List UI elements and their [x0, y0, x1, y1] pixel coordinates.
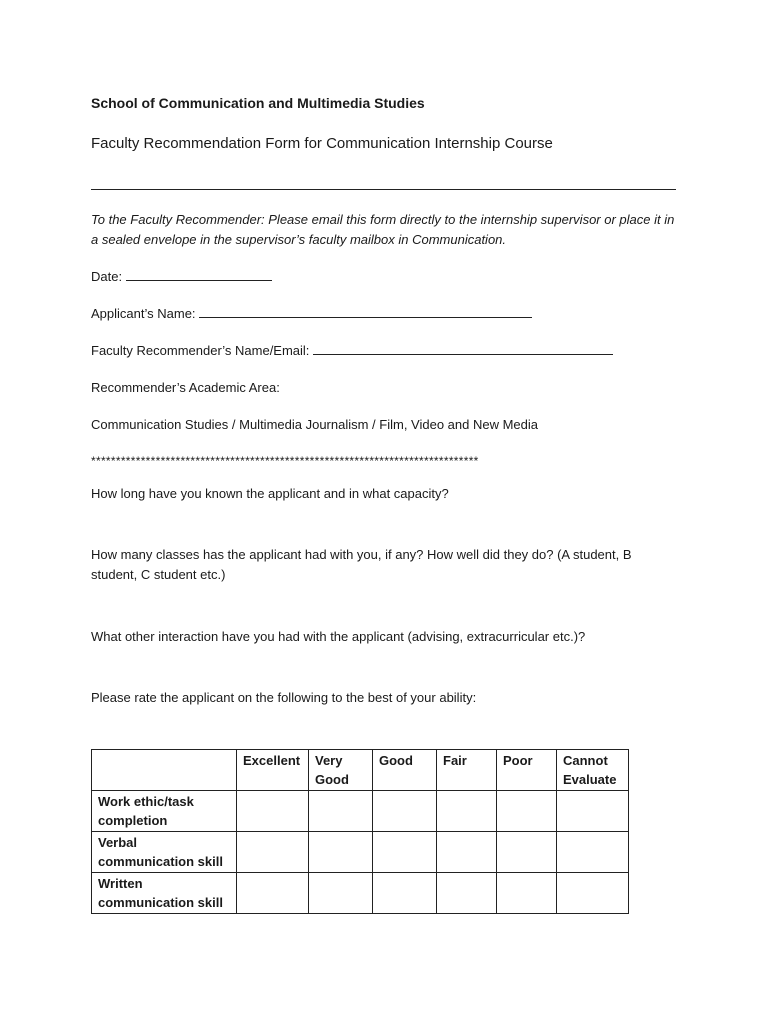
recommender-name-field [91, 342, 613, 360]
instructions-text: To the Faculty Recommender: Please email this form directly to the internship supervisor or place it in a sealed envelope in the supervisor’s faculty mailbox in Communication. [91, 212, 675, 247]
rating-cell[interactable] [309, 832, 373, 873]
question-rating-intro: Please rate the applicant on the following to the best of your ability: [91, 690, 477, 705]
applicant-name-label: Applicant’s Name: [91, 306, 196, 321]
header-cannot-evaluate: Cannot Evaluate [557, 750, 629, 791]
divider-line [91, 189, 676, 190]
rating-cell[interactable] [437, 791, 497, 832]
question-classes: How many classes has the applicant had with you, if any? How well did they do? (A student, B student, C student etc.) [91, 547, 632, 582]
rating-cell[interactable] [237, 873, 309, 914]
rating-cell[interactable] [309, 873, 373, 914]
rating-cell[interactable] [237, 791, 309, 832]
page-title: School of Communication and Multimedia Studies [91, 95, 425, 111]
rating-cell[interactable] [497, 832, 557, 873]
row-label-work-ethic: Work ethic/task completion [92, 791, 237, 832]
rating-cell[interactable] [237, 832, 309, 873]
rating-cell[interactable] [309, 791, 373, 832]
table-row [92, 873, 629, 914]
header-excellent: Excellent [237, 750, 309, 791]
rating-cell[interactable] [497, 791, 557, 832]
header-very-good: Very Good [309, 750, 373, 791]
date-blank[interactable] [126, 268, 272, 281]
rating-cell[interactable] [497, 873, 557, 914]
rating-header-row [92, 750, 629, 791]
rating-cell[interactable] [557, 791, 629, 832]
rating-cell[interactable] [557, 873, 629, 914]
date-label: Date: [91, 269, 123, 284]
recommender-name-blank[interactable] [313, 342, 613, 355]
question-other-interaction: What other interaction have you had with the applicant (advising, extracurricular etc.)? [91, 629, 586, 644]
question-known-duration: How long have you known the applicant and in what capacity? [91, 486, 449, 501]
date-field [91, 268, 272, 286]
applicant-name-field [91, 305, 532, 323]
rating-cell[interactable] [373, 832, 437, 873]
rating-cell[interactable] [373, 873, 437, 914]
row-label-verbal: Verbal communication skill [92, 832, 237, 873]
table-row [92, 791, 629, 832]
separator-line: ****************************************************************************** [91, 454, 479, 468]
recommender-name-label: Faculty Recommender’s Name/Email: [91, 343, 310, 358]
applicant-name-blank[interactable] [199, 305, 532, 318]
academic-area-options: Communication Studies / Multimedia Journalism / Film, Video and New Media [91, 417, 539, 432]
header-fair: Fair [437, 750, 497, 791]
row-label-written: Written communication skill [92, 873, 237, 914]
header-blank-cell [92, 750, 237, 791]
table-row [92, 832, 629, 873]
rating-cell[interactable] [437, 832, 497, 873]
header-good: Good [373, 750, 437, 791]
form-subtitle: Faculty Recommendation Form for Communication Internship Course [91, 135, 553, 152]
header-poor: Poor [497, 750, 557, 791]
rating-table [91, 749, 629, 914]
rating-cell[interactable] [557, 832, 629, 873]
academic-area-label: Recommender’s Academic Area: [91, 380, 280, 395]
rating-cell[interactable] [437, 873, 497, 914]
rating-cell[interactable] [373, 791, 437, 832]
